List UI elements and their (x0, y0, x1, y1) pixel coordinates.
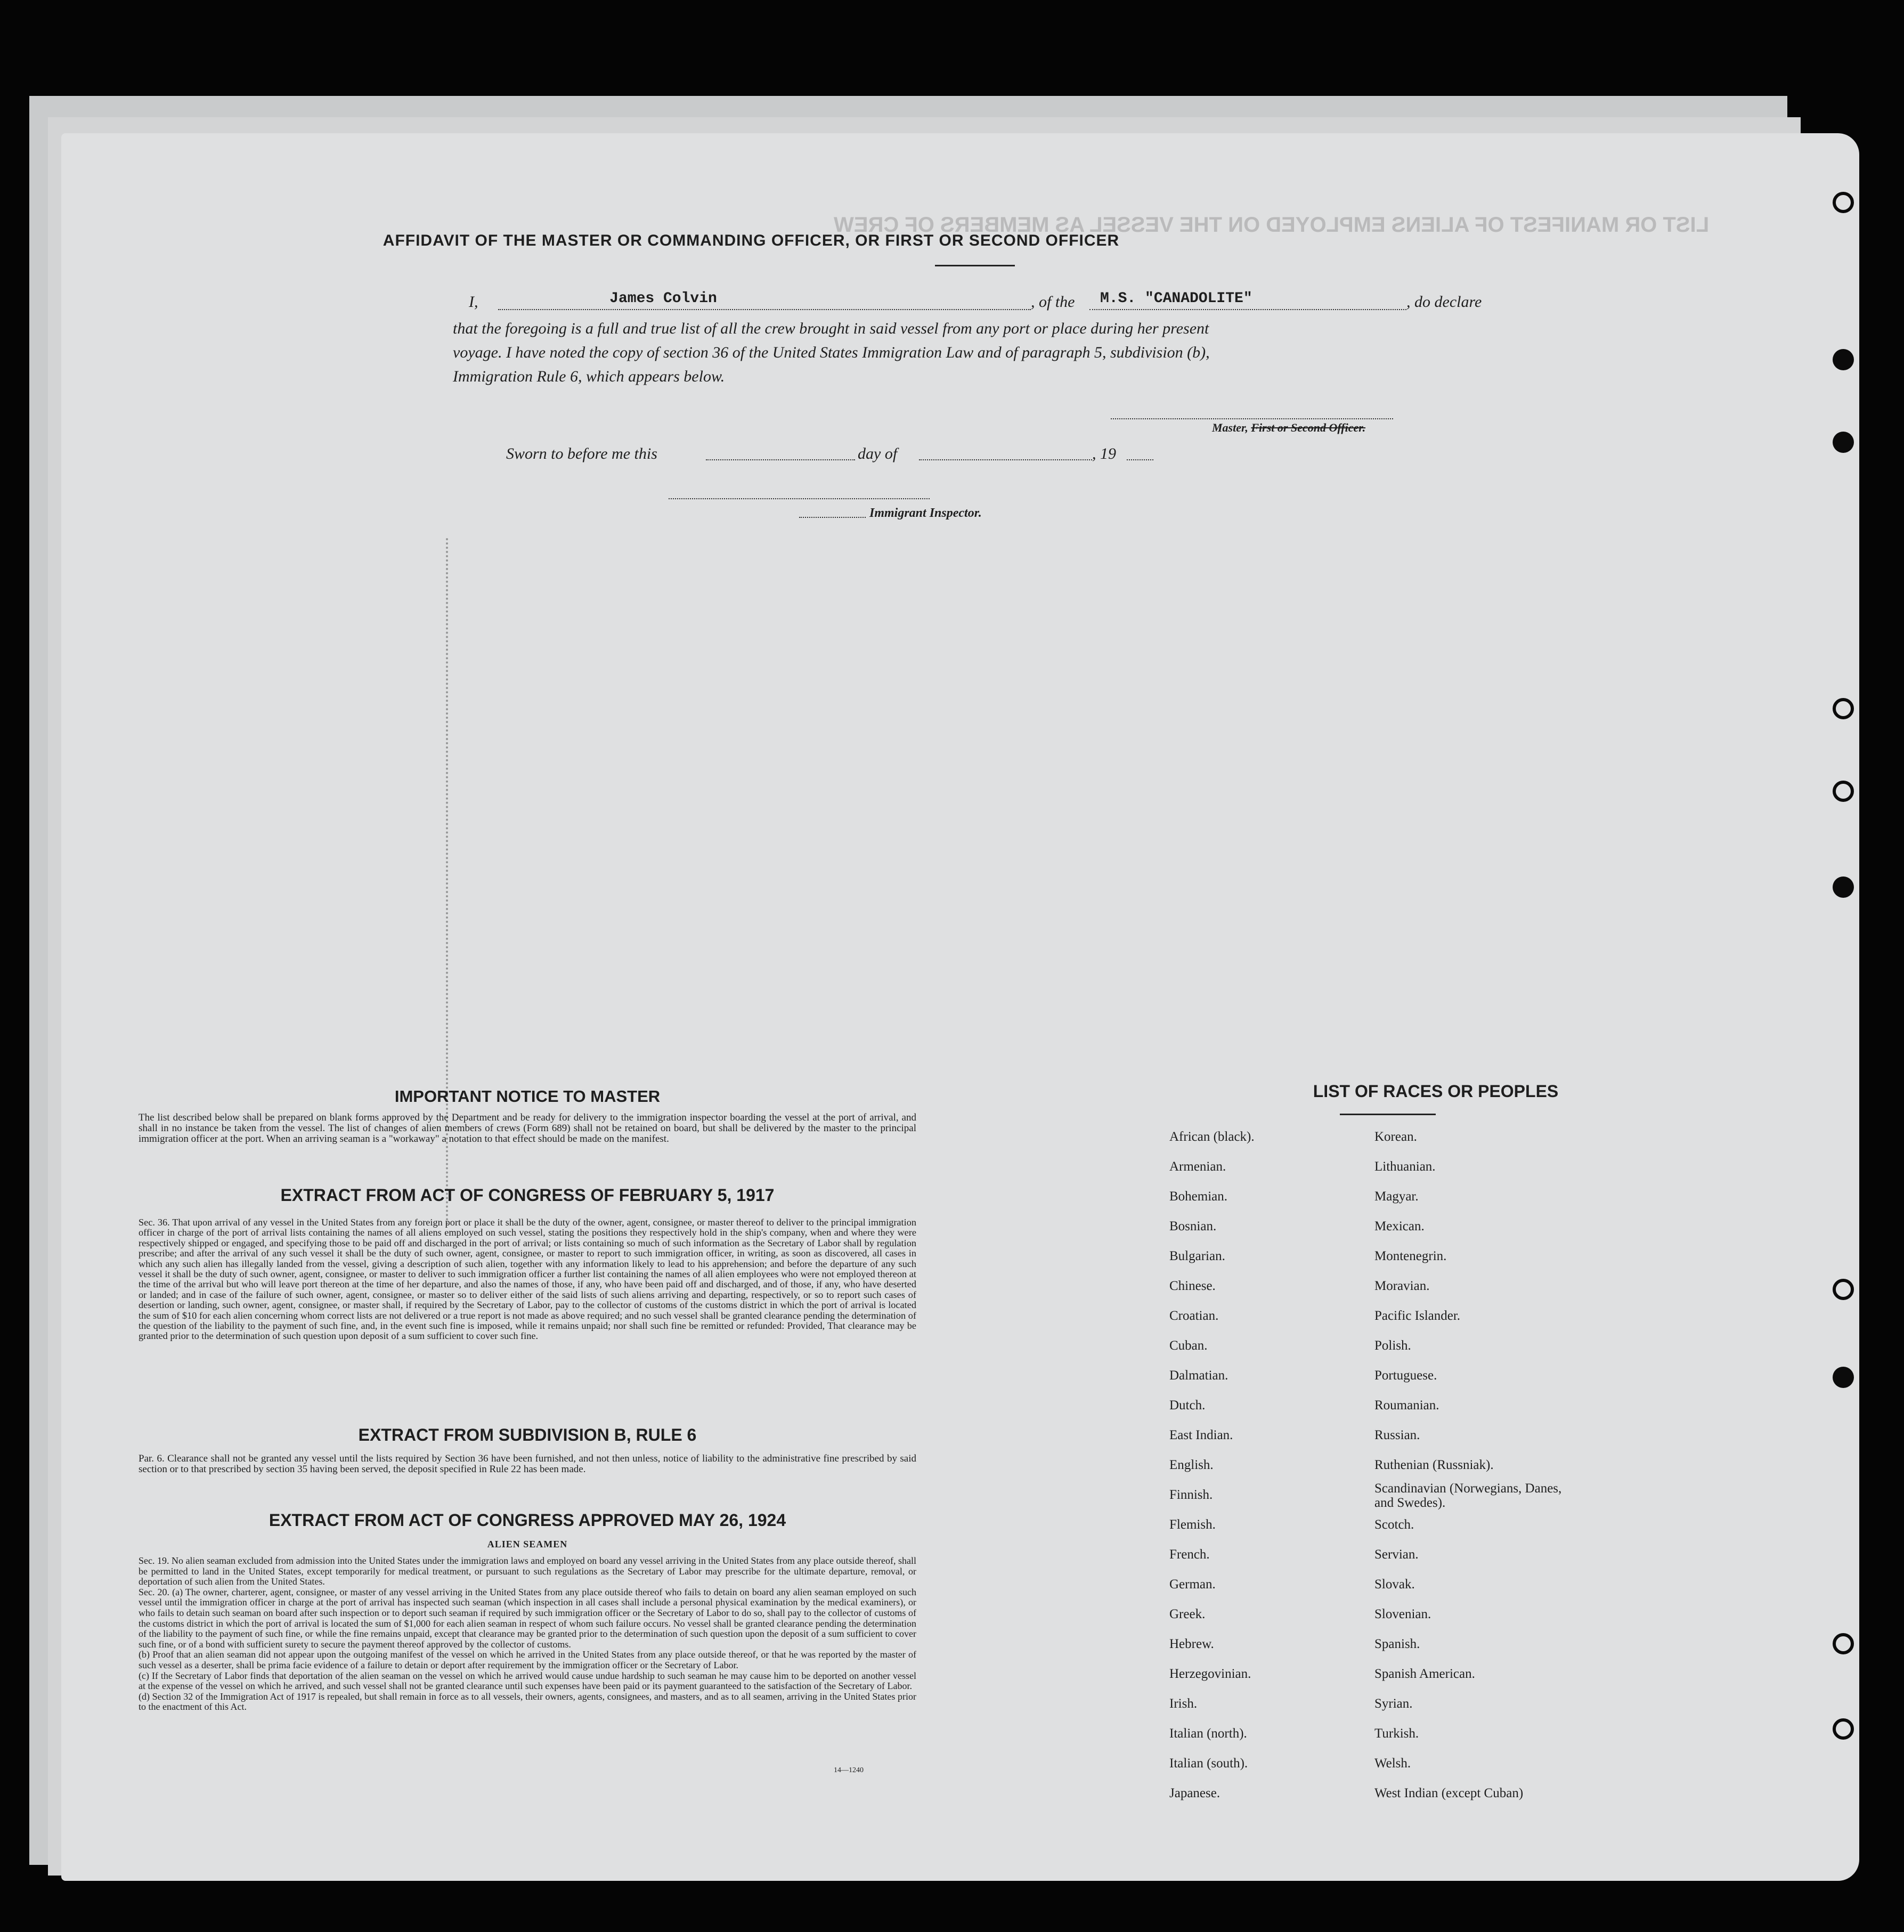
race-item: Dalmatian. (1169, 1368, 1228, 1383)
inspector-label: Immigrant Inspector. (869, 506, 982, 520)
race-item: Syrian. (1374, 1696, 1413, 1711)
extract-1917-body: Sec. 36. That upon arrival of any vessel in the United States from any foreign port or place it shall be the duty of the owner, agent, consignee, or master thereof to deliver to the principal immigration officer in charge of the port of arrival lists containing the names of all aliens employed on such vessel, stating the positions they respectively hold in the ship's company, when and where they were respectively shipped or engaged, and specifying those to be paid off and discharged in the port of arrival; or lists containing so much of such information as the Secretary of Labor shall by regulation prescribe; and after the arrival of any such vessel it shall be the duty of such owner, agent, consignee, or master to report to such immigration officer, in writing, as soon as discovered, all cases in which any such alien has illegally landed from the vessel, giving a description of such alien, together with any information likely to lead to his apprehension; and before the departure of any such vessel it shall be the duty of such owner, agent, consignee, or master to deliver to such immigration officer a further list containing the names of all alien employees who were not employed thereon at the time of the arrival but who will leave port thereon at the time of her departure, and also the names of those, if any, who have been paid off and discharged, and of those, if any, who have deserted or landed; and in case of the failure of such owner, agent, consignee, or master so to deliver either of the said lists of such aliens arriving and departing, respectively, or so to report such cases of desertion or landing, such owner, agent, consignee, or master shall, if required by the Secretary of Labor, pay to the collector of customs of the customs district in which the port of arrival is located the sum of $10 for each alien concerning whom correct lists are not delivered or a true report is not made as above required; and no such vessel shall be granted clearance pending the determination of the question of the liability to the payment of such fine, and, in the event such fine is imposed, while it remains unpaid; nor shall such fine be remitted or refunded: Provided, That clearance may be granted prior to the determination of such question upon deposit of a sum sufficient to cover such fine. (139, 1217, 916, 1342)
race-item: Slovak. (1374, 1577, 1415, 1592)
extract-1924-p5: (d) Section 32 of the Immigration Act of 1917 is repealed, but shall remain in force as to all vessels, their owners, agents, consignees, and masters, and as to all seamen, arriving in the United States prior to the enactment of this Act. (139, 1691, 916, 1712)
race-item: West Indian (except Cuban) (1374, 1786, 1524, 1800)
manifest-page (61, 133, 1859, 1881)
inspector-short-line (799, 517, 866, 518)
race-item: Italian (south). (1169, 1756, 1248, 1771)
race-item: French. (1169, 1547, 1210, 1562)
extract-1924-p2: Sec. 20. (a) The owner, charterer, agent, consignee, or master of any vessel arriving in the United States from any place outside thereof who fails to detain on board any alien seaman employed on such vessel until the immigration officer in charge at the port of arrival has inspected such seaman (which inspection in all cases shall include a personal physical examination by the medical examiners), or who fails to detain such seaman on board after such inspection or to deport such seaman if required by such immigration officer or the Secretary of Labor to do so, shall pay to the collector of customs of the customs district in which the port of arrival is located the sum of $1,000 for each alien seaman in respect of whom such failure occurs. No vessel shall be granted clearance pending the determination of the liability to the payment of such fine, or while the fine remains unpaid, except that clearance may be granted prior to the determination of such question upon the deposit of a sum sufficient to cover such fine, or of a bond with sufficient surety to secure the payment thereof approved by the collector of customs. (139, 1586, 916, 1650)
signature-label-struck: First or Second Officer. (1251, 421, 1366, 434)
vessel-name: M.S. "CANADOLITE" (1100, 290, 1252, 307)
signature-label-master: Master, (1212, 421, 1248, 434)
race-item: German. (1169, 1577, 1216, 1592)
year-line (1127, 459, 1153, 460)
title-underline (935, 265, 1015, 266)
race-item: Russian. (1374, 1428, 1420, 1442)
race-item: Hebrew. (1169, 1637, 1214, 1651)
race-item: Montenegrin. (1374, 1249, 1447, 1263)
race-item: Scotch. (1374, 1517, 1414, 1532)
race-item: Finnish. (1169, 1488, 1213, 1502)
race-item: Dutch. (1169, 1398, 1206, 1413)
declare-text: , do declare (1406, 293, 1482, 311)
race-item: Italian (north). (1169, 1726, 1247, 1741)
race-item: Magyar. (1374, 1189, 1419, 1204)
race-item: Bulgarian. (1169, 1249, 1225, 1263)
notice-body: The list described below shall be prepared on blank forms approved by the Department and be ready for delivery to the immigration inspector boarding the vessel at the port of arrival, and shall in no instance be taken from the vessel. The list of changes of alien members of crews (Form 689) shall not be retained on board, but shall be delivered by the master to the principal immigration officer at the port. When an arriving seaman is a "workaway" a notation to that effect should be made on the manifest. (139, 1112, 916, 1144)
affidavit-prefix: I, (469, 293, 478, 311)
race-item: Spanish. (1374, 1637, 1420, 1651)
extract-rule6-title: EXTRACT FROM SUBDIVISION B, RULE 6 (358, 1425, 697, 1444)
race-item: Chinese. (1169, 1279, 1216, 1293)
race-item: Irish. (1169, 1696, 1198, 1711)
races-title-underline (1340, 1114, 1436, 1115)
extract-1924-body (139, 1556, 916, 1712)
race-item: Servian. (1374, 1547, 1419, 1562)
sworn-day-line (706, 459, 855, 460)
bleed-through-heading: LIST OR MANIFEST OF ALIENS EMPLOYED ON THE VESSEL AS MEMBERS OF CREW (834, 213, 1710, 237)
affidavit-line4: Immigration Rule 6, which appears below. (453, 368, 725, 385)
race-item: Welsh. (1374, 1756, 1411, 1771)
race-item: Bohemian. (1169, 1189, 1228, 1204)
race-item: Turkish. (1374, 1726, 1419, 1741)
race-item: Greek. (1169, 1607, 1206, 1621)
vessel-line (1089, 309, 1406, 310)
race-item: African (black). (1169, 1130, 1255, 1144)
notice-title: IMPORTANT NOTICE TO MASTER (394, 1087, 661, 1106)
day-of-text: day of (858, 445, 898, 462)
affidavit-line3: voyage. I have noted the copy of section 36 of the United States Immigration Law and of paragraph 5, subdivision (b), (453, 344, 1210, 361)
race-item: Bosnian. (1169, 1219, 1217, 1233)
race-item: Croatian. (1169, 1309, 1219, 1323)
affidavit-line2: that the foregoing is a full and true list of all the crew brought in said vessel from any port or place during her present (453, 320, 1209, 337)
race-item: Roumanian. (1374, 1398, 1439, 1413)
punch-hole (1833, 349, 1854, 370)
race-item: Spanish American. (1374, 1667, 1475, 1681)
form-number: 14—1240 (834, 1766, 864, 1774)
affidavit-title: AFFIDAVIT OF THE MASTER OR COMMANDING OFFICER, OR FIRST OR SECOND OFFICER (383, 232, 1120, 249)
race-item: English. (1169, 1458, 1214, 1472)
race-item: Lithuanian. (1374, 1159, 1436, 1174)
race-item: Cuban. (1169, 1338, 1208, 1353)
sworn-month-line (919, 459, 1092, 460)
race-item: Scandinavian (Norwegians, Danes, and Swedes). (1374, 1481, 1562, 1510)
of-the-text: , of the (1031, 293, 1075, 311)
punch-hole (1833, 876, 1854, 898)
master-name: James Colvin (609, 290, 717, 307)
punch-hole (1833, 1367, 1854, 1388)
name-line (498, 309, 1031, 310)
race-item: Flemish. (1169, 1517, 1216, 1532)
extract-1917-title: EXTRACT FROM ACT OF CONGRESS OF FEBRUARY 5, 1917 (280, 1186, 775, 1205)
race-item: Slovenian. (1374, 1607, 1431, 1621)
inspector-signature-line (669, 498, 930, 499)
race-item: Polish. (1374, 1338, 1411, 1353)
punch-hole (1833, 432, 1854, 453)
race-item: Armenian. (1169, 1159, 1226, 1174)
race-item: Mexican. (1374, 1219, 1425, 1233)
punch-hole (1833, 192, 1854, 213)
race-item: Ruthenian (Russniak). (1374, 1458, 1494, 1472)
race-item: Japanese. (1169, 1786, 1220, 1800)
punch-hole (1833, 1718, 1854, 1740)
punch-hole (1833, 781, 1854, 802)
extract-1924-title: EXTRACT FROM ACT OF CONGRESS APPROVED MAY 26, 1924 (268, 1511, 786, 1530)
punch-hole (1833, 698, 1854, 719)
extract-1924-p3: (b) Proof that an alien seaman did not appear upon the outgoing manifest of the vessel on which he arrived in the United States from any place outside thereof, or that he was reported by the master of such vessel as a deserter, shall be prima facie evidence of a failure to detain or deport after requirement by the immigration officer or the Secretary of Labor. (139, 1649, 916, 1670)
race-item: East Indian. (1169, 1428, 1233, 1442)
extract-rule6-body: Par. 6. Clearance shall not be granted any vessel until the lists required by Section 36 have been furnished, and not then unless, notice of liability to the administrative fine prescribed by said section or to that prescribed by section 35 having been served, the deposit specified in Rule 22 has been made. (139, 1453, 916, 1475)
race-item: Pacific Islander. (1374, 1309, 1461, 1323)
punch-hole (1833, 1279, 1854, 1300)
signature-line (1111, 418, 1393, 419)
races-title: LIST OF RACES OR PEOPLES (1313, 1082, 1559, 1101)
sworn-text: Sworn to before me this (506, 445, 657, 462)
race-item: Portuguese. (1374, 1368, 1437, 1383)
year-text: , 19 (1092, 445, 1116, 462)
punch-hole (1833, 1633, 1854, 1654)
signature-label (1212, 421, 1365, 435)
race-item: Korean. (1374, 1130, 1417, 1144)
extract-1924-p1: Sec. 19. No alien seaman excluded from admission into the United States under the immigration laws and employed on board any vessel arriving in the United States from any place outside thereof, shall be permitted to land in the United States, except temporarily for medical treatment, or pursuant to such regulations as the Secretary of Labor may prescribe for the ultimate departure, removal, or deportation of such alien from the United States. (139, 1555, 916, 1587)
extract-1924-p4: (c) If the Secretary of Labor finds that deportation of the alien seaman on the vessel on which he arrived would cause undue hardship to such seaman he may cause him to be deported on another vessel at the expense of the vessel on which he arrived, and such vessel shall not be granted clearance until such expenses have been paid or its payment guaranteed to the satisfaction of the Secretary of Labor. (139, 1670, 916, 1692)
extract-1924-subtitle: ALIEN SEAMEN (487, 1539, 568, 1549)
race-item: Moravian. (1374, 1279, 1430, 1293)
race-item: Herzegovinian. (1169, 1667, 1251, 1681)
